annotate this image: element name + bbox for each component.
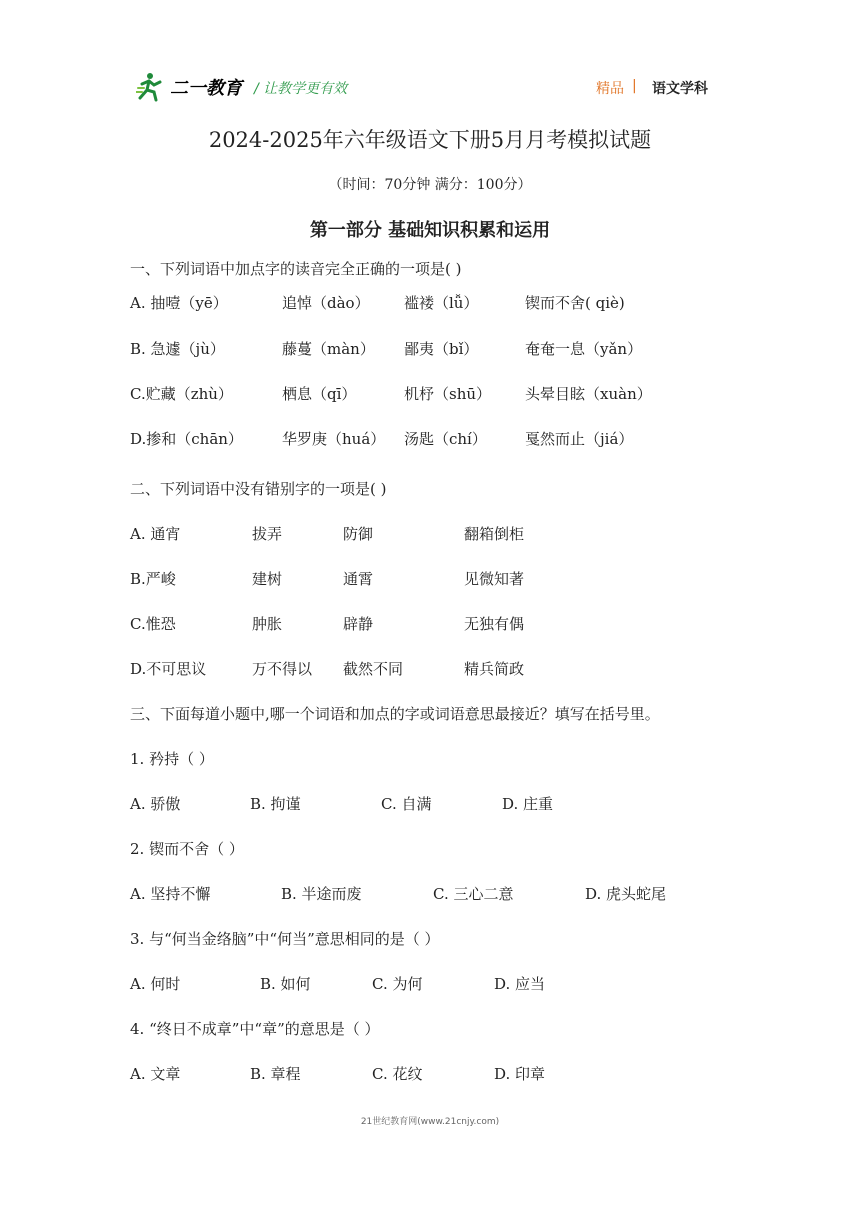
q1-b-4: 奄奄一息（yǎn） — [525, 340, 643, 358]
q3-1-c: C. 自满 — [381, 795, 432, 813]
q2-b-4: 见微知著 — [464, 570, 525, 588]
q3-3-b: B. 如何 — [260, 975, 311, 993]
q1-stem: 一、下列词语中加点字的读音完全正确的一项是( ) — [130, 260, 462, 278]
q3-1-stem: 1. 矜持（ ） — [130, 750, 214, 768]
q3-4-d: D. 印章 — [494, 1065, 546, 1083]
q3-4-a: A. 文章 — [130, 1065, 181, 1083]
q1-a-1: A. 抽噎（yē） — [130, 294, 228, 312]
q1-b-2: 藤蔓（màn） — [282, 340, 375, 358]
q2-stem: 二、下列词语中没有错别字的一项是( ) — [130, 480, 387, 498]
q3-3-d: D. 应当 — [494, 975, 546, 993]
q3-2-c: C. 三心二意 — [433, 885, 514, 903]
q1-a-4: 锲而不舍( qiè) — [525, 294, 625, 312]
brand-name: 二一教育 — [170, 78, 242, 99]
q1-c-3: 机杼（shū） — [404, 385, 492, 403]
q2-b-3: 通霄 — [343, 570, 374, 588]
brand-logo — [136, 72, 254, 102]
q2-b-1: B.严峻 — [130, 570, 176, 588]
q2-d-2: 万不得以 — [252, 660, 313, 678]
q3-4-b: B. 章程 — [250, 1065, 301, 1083]
q1-d-4: 戛然而止（jiá） — [525, 430, 634, 448]
runner-icon — [136, 73, 160, 100]
q2-c-2: 肿胀 — [252, 615, 283, 633]
q3-4-stem: 4. “终日不成章”中“章”的意思是（ ） — [130, 1020, 380, 1038]
q2-d-4: 精兵简政 — [464, 660, 525, 678]
q2-d-3: 截然不同 — [343, 660, 404, 678]
q3-3-a: A. 何时 — [130, 975, 181, 993]
q1-d-1: D.掺和（chān） — [130, 430, 243, 448]
q3-2-a: A. 坚持不懈 — [130, 885, 211, 903]
q2-a-1: A. 通宵 — [130, 525, 181, 543]
q2-a-3: 防御 — [343, 525, 374, 543]
q1-b-3: 鄙夷（bǐ） — [404, 340, 479, 358]
q3-1-d: D. 庄重 — [502, 795, 554, 813]
q3-stem: 三、下面每道小题中,哪一个词语和加点的字或词语意思最接近？填写在括号里。 — [130, 705, 660, 723]
part-title: 第一部分 基础知识积累和运用 — [309, 220, 551, 241]
exam-info: （时间：70分钟 满分：100分） — [328, 177, 532, 193]
header-separator: | — [632, 78, 637, 94]
q3-3-stem: 3. 与“何当金络脑”中“何当”意思相同的是（ ） — [130, 930, 440, 948]
q3-2-stem: 2. 锲而不舍（ ） — [130, 840, 244, 858]
q2-c-1: C.惟恐 — [130, 615, 176, 633]
q1-c-2: 栖息（qī） — [282, 385, 357, 403]
q1-d-2: 华罗庚（huá） — [282, 430, 386, 448]
q2-a-4: 翻箱倒柜 — [464, 525, 525, 543]
q3-2-b: B. 半途而废 — [281, 885, 362, 903]
q2-d-1: D.不可思议 — [130, 660, 207, 678]
page-title: 2024-2025年六年级语文下册5月月考模拟试题 — [208, 128, 652, 152]
q1-c-4: 头晕目眩（xuàn） — [525, 385, 652, 403]
q3-1-b: B. 拘谨 — [250, 795, 301, 813]
q3-1-a: A. 骄傲 — [130, 795, 181, 813]
subject-label: 语文学科 — [652, 81, 708, 97]
q1-a-2: 追悼（dào） — [282, 294, 370, 312]
q2-c-3: 辟静 — [343, 615, 374, 633]
q3-3-c: C. 为何 — [372, 975, 423, 993]
q3-4-c: C. 花纹 — [372, 1065, 423, 1083]
q2-b-2: 建树 — [252, 570, 283, 588]
q1-a-3: 褴褛（lǚ） — [404, 294, 479, 312]
quality-badge: 精品 — [596, 81, 624, 97]
slogan: / 让教学更有效 — [254, 81, 348, 97]
q1-b-1: B. 急遽（jù） — [130, 340, 225, 358]
page-footer: 21世纪教育网(www.21cnjy.com) — [360, 1117, 500, 1127]
q3-2-d: D. 虎头蛇尾 — [585, 885, 667, 903]
q2-a-2: 拔弄 — [252, 525, 283, 543]
q1-c-1: C.贮藏（zhù） — [130, 385, 233, 403]
q1-d-3: 汤匙（chí） — [404, 430, 487, 448]
q2-c-4: 无独有偶 — [464, 615, 525, 633]
